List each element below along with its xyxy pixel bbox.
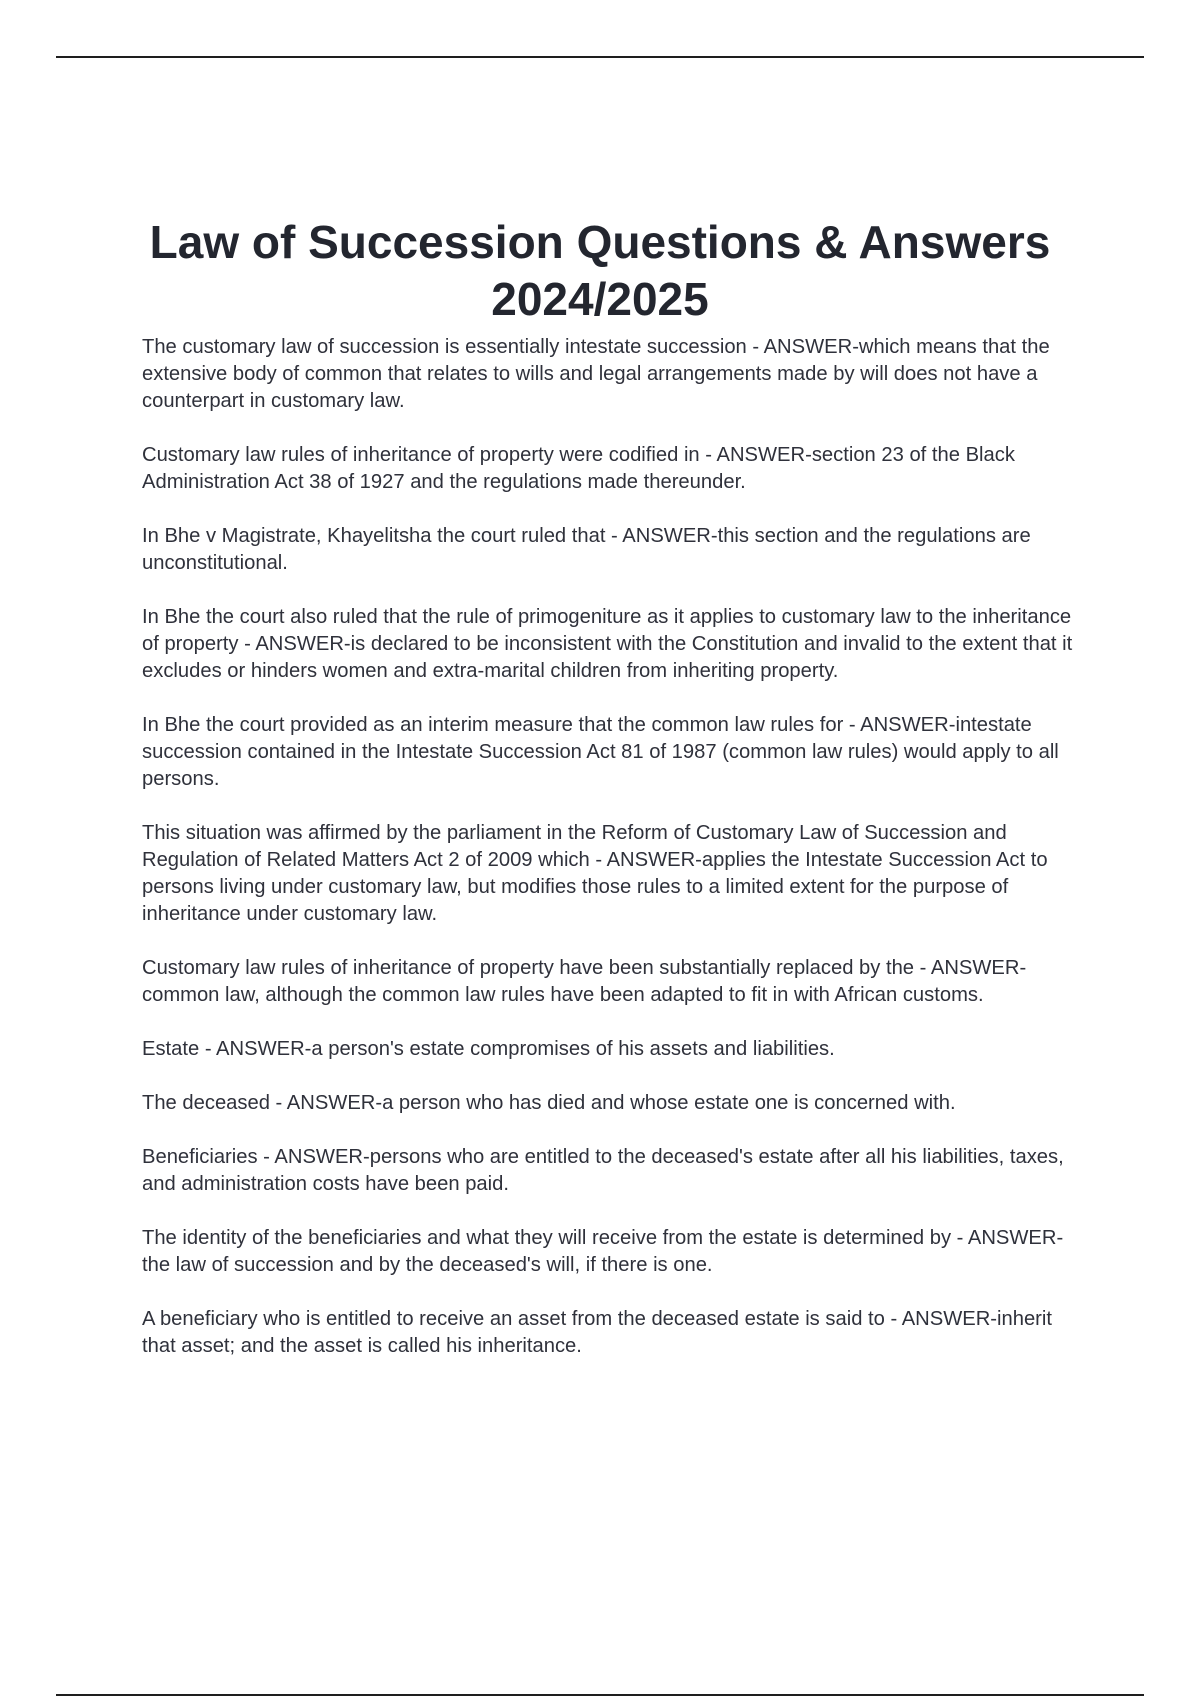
qa-item: The identity of the beneficiaries and what they will receive from the estate is determined by - ANSWER-the law of succession and by the deceased's will, if there is one.: [142, 1227, 1064, 1276]
top-rule: [56, 56, 1144, 58]
qa-item: Customary law rules of inheritance of property have been substantially replaced by the - ANSWER-common law, although the common law rules have been adapted to fit in with African customs.: [142, 957, 1027, 1006]
bottom-rule: [56, 1694, 1144, 1696]
qa-item: A beneficiary who is entitled to receive an asset from the deceased estate is said to - ANSWER-inherit that asset; and the asset is called his inheritance.: [142, 1308, 1053, 1357]
qa-item: The customary law of succession is essentially intestate succession - ANSWER-which means that the extensive body of common that relates to wills and legal arrangements made by will does not have a counterpart in customary law.: [142, 336, 1050, 412]
qa-item: Customary law rules of inheritance of property were codified in - ANSWER-section 23 of the Black Administration Act 38 of 1927 and the regulations made thereunder.: [142, 444, 1015, 493]
page-title: Law of Succession Questions & Answers 2024/2025: [149, 216, 1051, 325]
qa-item: In Bhe the court also ruled that the rule of primogeniture as it applies to customary law to the inheritance of property - ANSWER-is declared to be inconsistent with the Constitution and invalid to the extent that it excludes or hinders women and extra-marital children from inheriting property.: [142, 606, 1073, 682]
qa-item: Estate - ANSWER-a person's estate compromises of his assets and liabilities.: [142, 1038, 835, 1060]
qa-item: In Bhe the court provided as an interim measure that the common law rules for - ANSWER-intestate succession contained in the Intestate Succession Act 81 of 1987 (common law rules) would apply to all persons.: [142, 714, 1059, 790]
qa-item: Beneficiaries - ANSWER-persons who are entitled to the deceased's estate after all his liabilities, taxes, and administration costs have been paid.: [142, 1146, 1064, 1195]
qa-list: [142, 334, 1082, 1387]
qa-item: The deceased - ANSWER-a person who has died and whose estate one is concerned with.: [142, 1092, 956, 1114]
qa-item: This situation was affirmed by the parliament in the Reform of Customary Law of Succession and Regulation of Related Matters Act 2 of 2009 which - ANSWER-applies the Intestate Succession Act to persons living under customary law, but modifies those rules to a limited extent for the purpose of inheritance under customary law.: [142, 822, 1048, 925]
qa-item: In Bhe v Magistrate, Khayelitsha the court ruled that - ANSWER-this section and the regulations are unconstitutional.: [142, 525, 1031, 574]
